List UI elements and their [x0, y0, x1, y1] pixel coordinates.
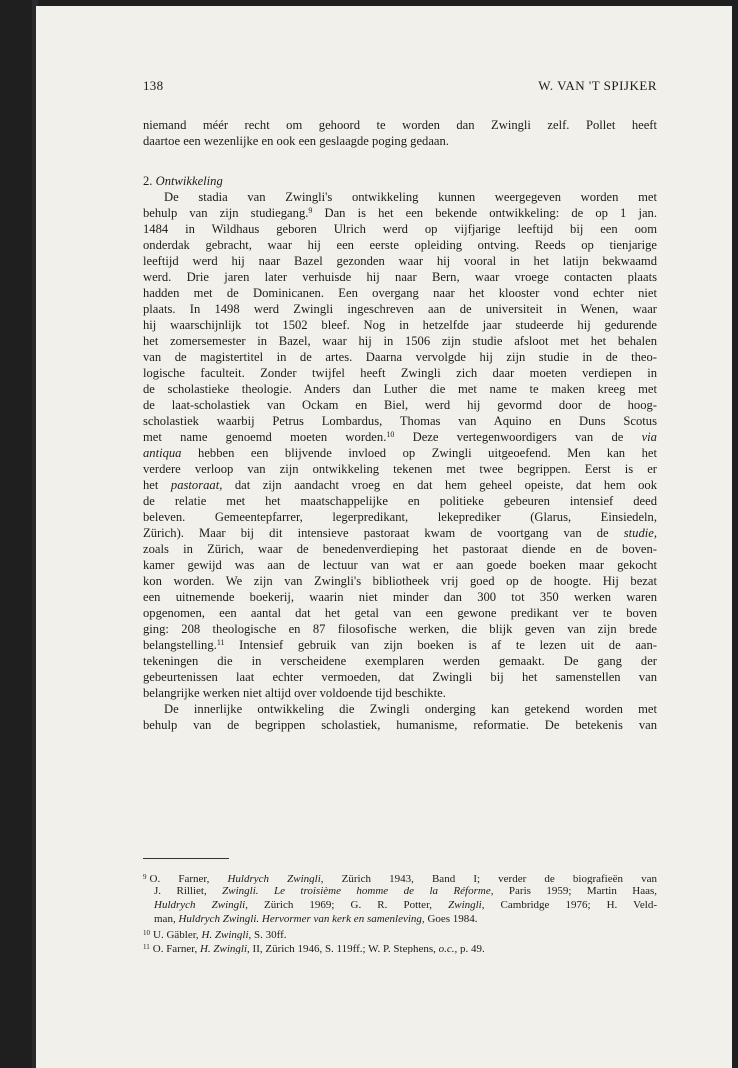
text-line: ging: 208 theologische en 87 filosofische werken, die blijk geven van zijn brede — [143, 622, 657, 636]
footnote-ref[interactable]: 9 — [308, 206, 313, 215]
text-line: kon worden. We zijn van Zwingli's bibliotheek vrij goed op de hoogte. Hij bezat — [143, 574, 657, 588]
text-line: daartoe een wezenlijke en ook een geslaagde poging gedaan. — [143, 134, 449, 148]
section-number: 2. — [143, 174, 153, 188]
text-line: zoals in Zürich, waar de benedenverdieping het pastoraat diende en de boven- — [143, 542, 657, 556]
text-line: kamer gewijd was aan de lectuur van wat er aan goede boeken maar gekocht — [143, 558, 657, 572]
text-line: gebeurtenissen laat echter vermoeden, dat Zwingli bij het samenstellen van — [143, 670, 657, 684]
running-header — [143, 78, 657, 98]
text-line: het zomersemester in Bazel, waar hij in 1506 zijn studie afsloot met het behalen — [143, 334, 657, 348]
running-author: W. VAN 'T SPIJKER — [538, 78, 657, 93]
footnote-line: J. Rilliet, Zwingli. Le troisième homme de la Réforme, Paris 1959; Martin Haas, — [154, 885, 657, 897]
footnote-rule — [143, 858, 229, 859]
page-number: 138 — [143, 78, 164, 93]
footnote-ref[interactable]: 10 — [386, 430, 395, 439]
text-line: scholastiek waarbij Petrus Lombardus, Thomas van Aquino en Duns Scotus — [143, 414, 657, 428]
text-line: hij waarschijnlijk tot 1502 bleef. Nog in hetzelfde jaar studeerde hij gedurende — [143, 318, 657, 332]
text-line: werd. Drie jaren later verhuisde hij naar Bern, waar vroege contacten plaats — [143, 270, 657, 284]
text-line: de scholastieke theologie. Anders dan Luther die met name te maken kreeg met — [143, 382, 657, 396]
body-text — [143, 117, 657, 733]
text-line: de laat-scholastiek van Ockam en Biel, werd hij gevormd door de hoog- — [143, 398, 657, 412]
text-line: het pastoraat, dat zijn aandacht vroeg en dat hem geheel opeiste, dat hem ook — [143, 478, 657, 492]
section-title: Ontwikkeling — [155, 174, 223, 188]
text-line: behulp van de begrippen scholastiek, humanisme, reformatie. De betekenis van — [143, 718, 657, 732]
text-line: belangrijke werken niet altijd over voldoende tijd beschikte. — [143, 686, 446, 700]
text-line: belangstelling.$^{11}$ Intensief gebruik van zijn boeken is af te lezen uit de aan- — [143, 638, 657, 652]
text-line: verdere verloop van zijn ontwikkeling tekenen met twee begrippen. Eerst is er — [143, 462, 657, 476]
text-line: niemand méér recht om gehoord te worden dan Zwingli zelf. Pollet heeft — [143, 118, 657, 132]
text-line: behulp van zijn studiegang.$^9$ Dan is het een bekende ontwikkeling: de op 1 jan. — [143, 206, 657, 220]
text-line: de relatie met het maatschappelijke en politieke gebeuren intensief deed — [143, 494, 657, 508]
text-line: De stadia van Zwingli's ontwikkeling kunnen weergegeven worden met — [164, 190, 657, 204]
footnote-11: $^{11}$ O. Farner, H. Zwingli, II, Zürich 1946, S. 119ff.; W. P. Stephens, o.c., p. 49. — [143, 943, 485, 954]
footnote-line: man, Huldrych Zwingli. Hervormer van kerk en samenleving, Goes 1984. — [154, 913, 478, 925]
text-line: tekeningen die in verscheidene exemplaren werden gemaakt. De gang der — [143, 654, 657, 668]
footnote-ref[interactable]: 11 — [216, 638, 225, 647]
text-line: Zürich). Maar bij dit intensieve pastoraat kwam de voortgang van de studie, — [143, 526, 657, 540]
text-line: leeftijd werd hij naar Bazel gezonden waar hij vooral in het latijn bekwaamd — [143, 254, 657, 268]
footnote-10: $^{10}$ U. Gäbler, H. Zwingli, S. 30ff. — [143, 929, 287, 940]
text-line: een uitnemende boekerij, waarin niet minder dan 300 tot 350 werken waren — [143, 590, 657, 604]
footnote-9: $^9$ O. Farner, Huldrych Zwingli, Zürich 1943, Band I; verder de biografieën van — [143, 873, 657, 884]
text-line: plaats. In 1498 werd Zwingli ingeschreven aan de universiteit in Wenen, waar — [143, 302, 657, 316]
text-line: van de magistertitel in de artes. Daarna vervolgde hij zijn studie in de theo- — [143, 350, 657, 364]
text-line: hadden met de Dominicanen. Een overgang naar het klooster vond echter niet — [143, 286, 657, 300]
text-line: antiqua hebben een blijvende invloed op Zwingli uitgeoefend. Men kan het — [143, 446, 657, 460]
text-line: onderdak gebracht, waar hij een eerste opleiding ontving. Reeds op tienjarige — [143, 238, 657, 252]
section-heading — [143, 173, 657, 189]
footnote-line: Huldrych Zwingli, Zürich 1969; G. R. Potter, Zwingli, Cambridge 1976; H. Veld- — [154, 899, 657, 911]
text-line: beleven. Gemeentepfarrer, legerpredikant, lekeprediker (Glarus, Einsiedeln, — [143, 510, 657, 524]
text-line: logische faculteit. Zonder twijfel heeft Zwingli zich daar moeten verdiepen in — [143, 366, 657, 380]
text-line: met name genoemd moeten worden.$^{10}$ Deze vertegenwoordigers van de via — [143, 430, 657, 444]
text-line: 1484 in Wildhaus geboren Ulrich werd op vijfjarige leeftijd bij een oom — [143, 222, 657, 236]
footnotes — [143, 870, 657, 954]
text-line: opgenomen, een aantal dat het getal van een gewone predikant ver te boven — [143, 606, 657, 620]
text-line: De innerlijke ontwikkeling die Zwingli onderging kan getekend worden met — [164, 702, 657, 716]
